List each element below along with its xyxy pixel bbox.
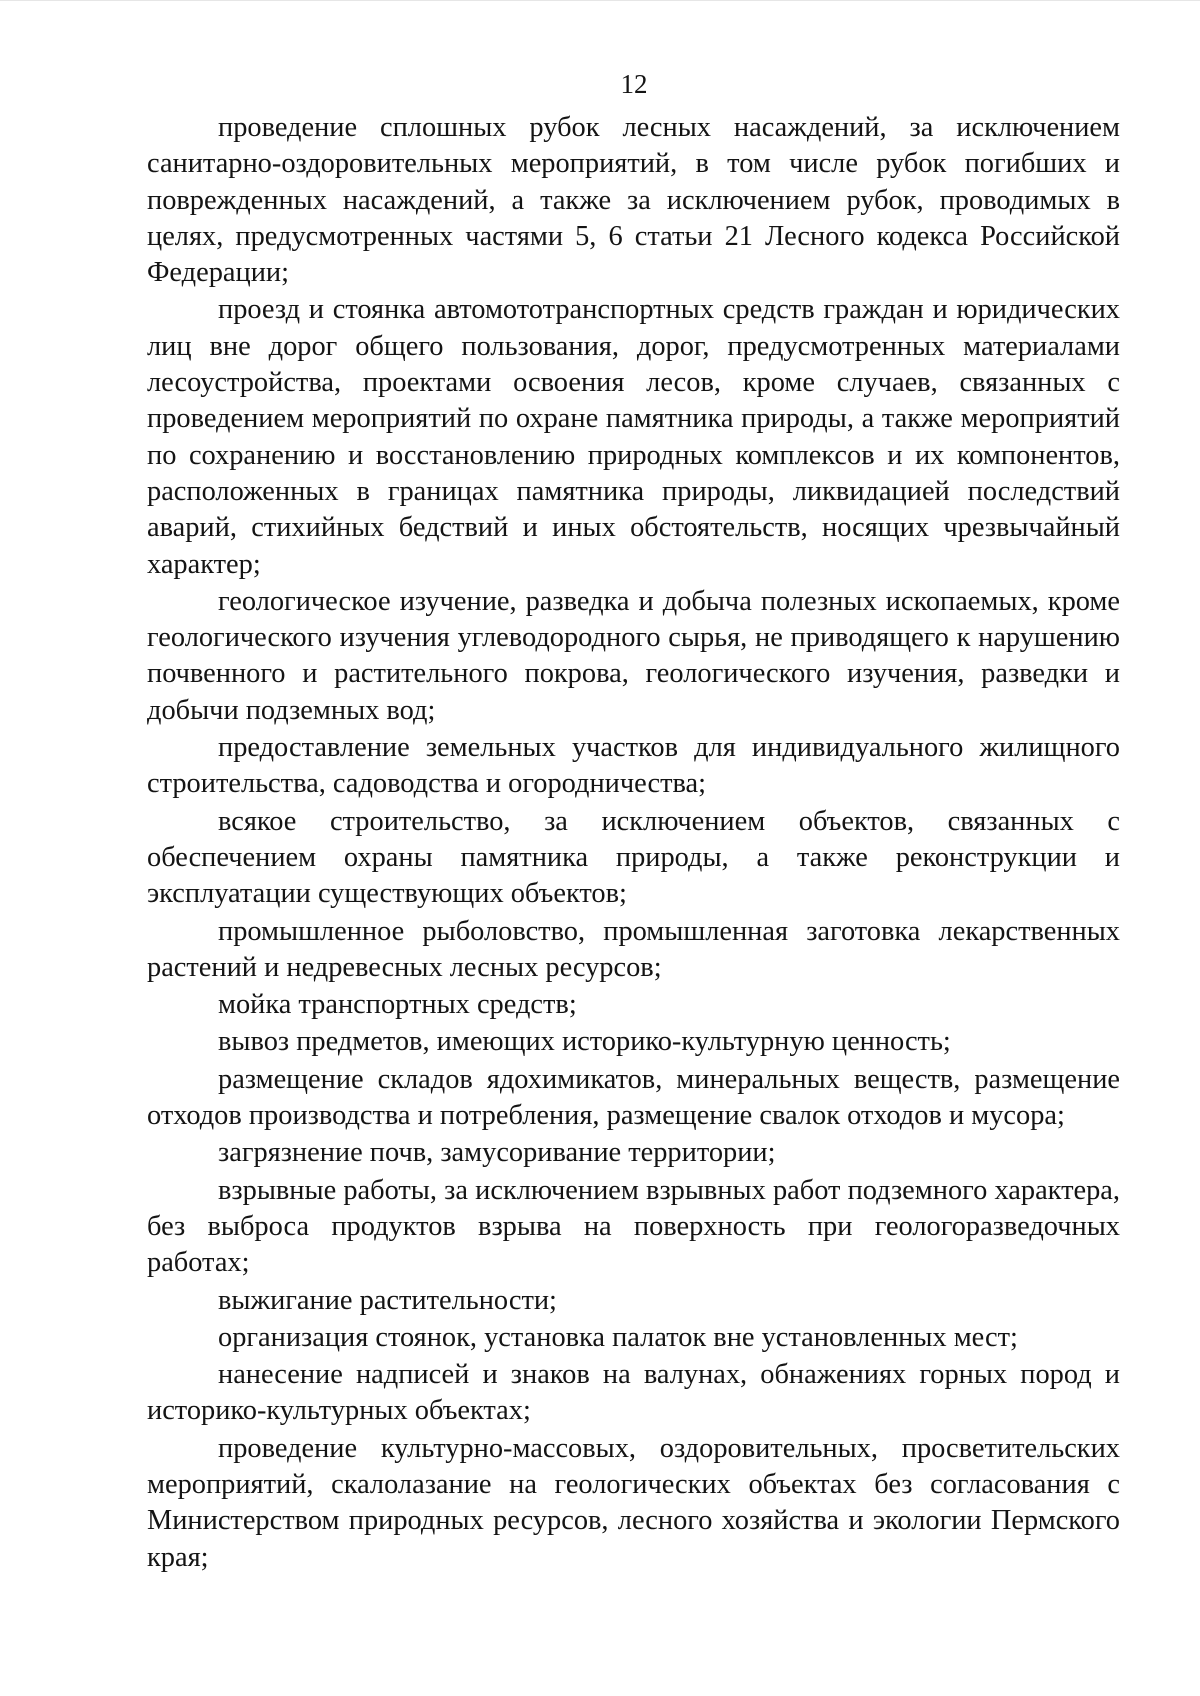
list-item: геологическое изучение, разведка и добыча полезных ископаемых, кроме геологического изучения углеводородного сырья, не приводящего к нарушению почвенного и растительного покрова, геологического изучения, разведки и добычи подземных вод;: [147, 585, 1120, 726]
list-item: предоставление земельных участков для индивидуального жилищного строительства, садоводства и огородничества;: [147, 732, 1120, 800]
list-item: загрязнение почв, замусоривание территории;: [218, 1137, 776, 1169]
list-item: проведение культурно-массовых, оздоровительных, просветительских мероприятий, скалолазание на геологических объектах без согласования с Министерством природных ресурсов, лесного хозяйства и экологии Пермского края;: [147, 1432, 1120, 1573]
list-item: проведение сплошных рубок лесных насаждений, за исключением санитарно-оздоровительных мероприятий, в том числе рубок погибших и поврежденных насаждений, а также за исключением рубок, проводимых в целях, предусмотренных частями 5, 6 статьи 21 Лесного кодекса Российской Федерации;: [147, 112, 1120, 289]
list-item: мойка транспортных средств;: [218, 989, 577, 1021]
list-item: всякое строительство, за исключением объектов, связанных с обеспечением охраны памятника природы, а также реконструкции и эксплуатации существующих объектов;: [147, 805, 1120, 910]
list-item: организация стоянок, установка палаток вне установленных мест;: [218, 1321, 1018, 1353]
list-item: размещение складов ядохимикатов, минеральных веществ, размещение отходов производства и потребления, размещение свалок отходов и мусора;: [147, 1063, 1120, 1132]
page-number: 12: [620, 69, 648, 99]
list-item: нанесение надписей и знаков на валунах, обнажениях горных пород и историко-культурных объектах;: [147, 1359, 1120, 1427]
list-item: выжигание растительности;: [218, 1284, 557, 1316]
list-item: вывоз предметов, имеющих историко-культурную ценность;: [218, 1026, 951, 1058]
list-item: проезд и стоянка автомототранспортных средств граждан и юридических лиц вне дорог общего пользования, дорог, предусмотренных материалами лесоустройства, проектами освоения лесов, кроме случаев, связанных с проведением мероприятий по охране памятника природы, а также мероприятий по сохранению и восстановлению природных комплексов и их компонентов, расположенных в границах памятника природы, ликвидацией последствий аварий, стихийных бедствий и иных обстоятельств, носящих чрезвычайный характер;: [147, 294, 1120, 580]
scan-edge-line: [0, 0, 1200, 1]
list-item: промышленное рыболовство, промышленная заготовка лекарственных растений и недревесных лесных ресурсов;: [147, 915, 1120, 983]
list-item: взрывные работы, за исключением взрывных работ подземного характера, без выброса продуктов взрыва на поверхность при геологоразведочных работах;: [147, 1174, 1120, 1279]
document-body: [147, 110, 1120, 1577]
